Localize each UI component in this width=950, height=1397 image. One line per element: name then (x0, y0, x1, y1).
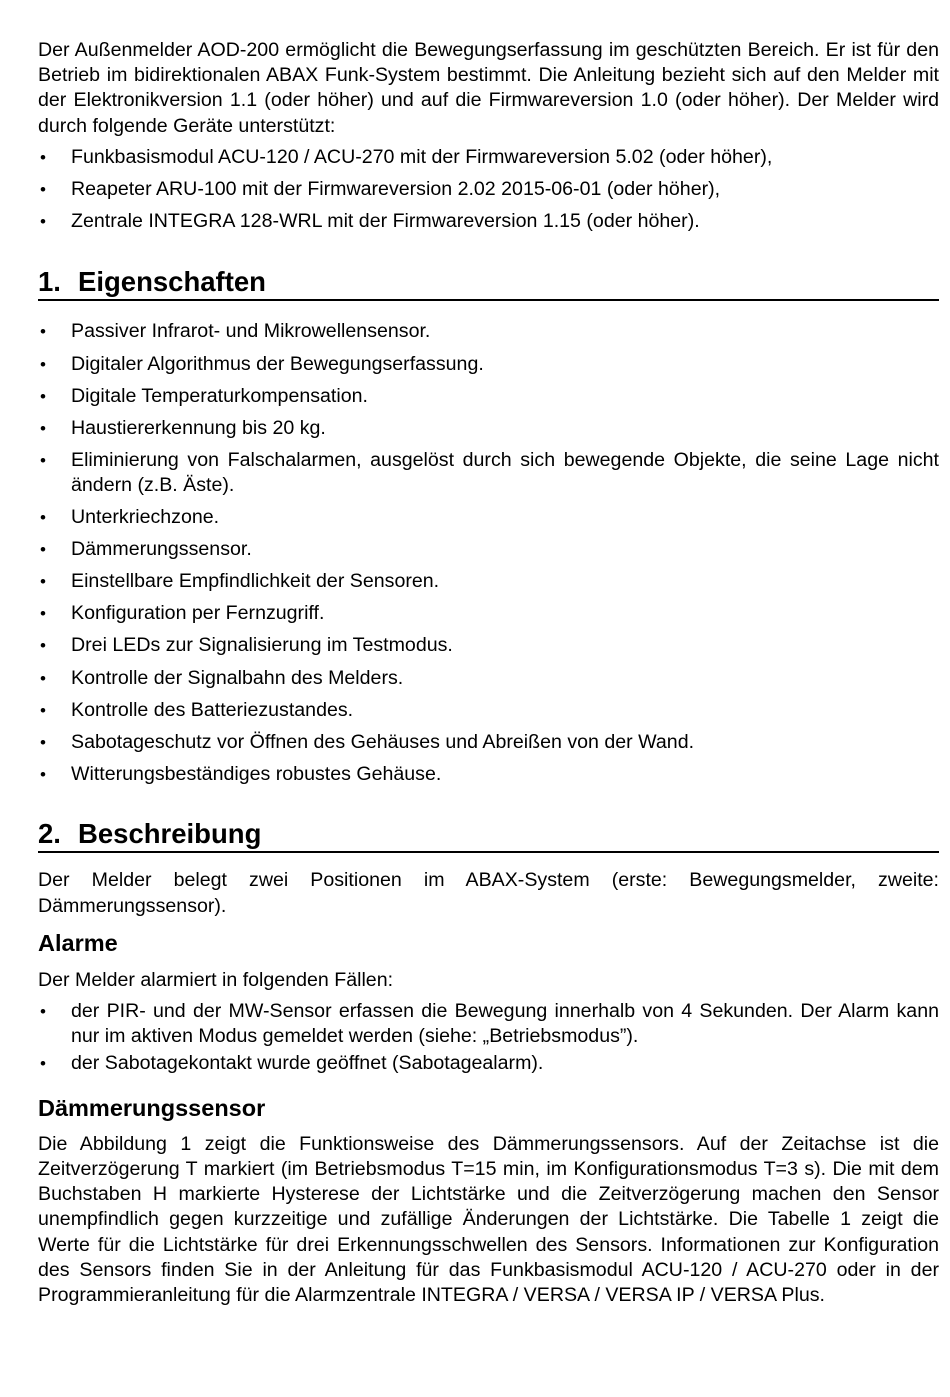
list-item: • Zentrale INTEGRA 128-WRL mit der Firmwareversion 1.15 (oder höher). (38, 209, 939, 234)
section-number: 1. (38, 266, 61, 298)
section-title: Beschreibung (78, 818, 262, 850)
bullet-icon: • (40, 451, 46, 471)
subheading-alarme: Alarme (38, 929, 118, 956)
section-number: 2. (38, 818, 61, 850)
bullet-icon: • (40, 700, 46, 720)
list-item: • Kontrolle der Signalbahn des Melders. (38, 666, 939, 691)
bullet-icon: • (40, 765, 46, 785)
alarme-paragraph: Der Melder alarmiert in folgenden Fällen: (38, 968, 394, 991)
supported-devices-list (38, 145, 939, 235)
list-item: • der PIR- und der MW-Sensor erfassen die Bewegung innerhalb von 4 Sekunden. Der Alarm kann nur im aktiven Modus gemeldet werden (siehe: „Betriebsmodus”). (40, 1000, 939, 1048)
features-list (38, 319, 939, 787)
document-page (38, 38, 939, 1308)
list-item: • Sabotageschutz vor Öffnen des Gehäuses und Abreißen von der Wand. (38, 730, 939, 755)
daemmerung-paragraph: Die Abbildung 1 zeigt die Funktionsweise des Dämmerungssensors. Auf der Zeitachse ist die Zeitverzögerung T markiert (im Betriebsmodus T=15 min, im Konfigurationsmodus T=3 s). Die mit dem Buchstaben H markierte Hysterese der Lichtstärke und die Zeitverzögerung machen den Sensor unempfindlich gegen kurzzeitige und zufällige Änderungen der Lichtstärke. Die Tabelle 1 zeigt die Werte für die Lichtstärke für drei Erkennungsschwellen des Sensors. Informationen zur Konfiguration des Sensors finden Sie in der Anleitung für das Funkbasismodul ACU-120 / ACU-270 oder in der Programmieranleitung für die Alarmzentrale INTEGRA / VERSA / VERSA IP / VERSA Plus. (38, 1132, 939, 1306)
bullet-icon: • (40, 354, 46, 374)
bullet-icon: • (40, 212, 46, 232)
list-item: • Kontrolle des Batteriezustandes. (38, 698, 939, 723)
list-item: • Unterkriechzone. (38, 505, 939, 530)
list-item: • Funkbasismodul ACU-120 / ACU-270 mit der Firmwareversion 5.02 (oder höher), (38, 145, 939, 170)
list-item: • der Sabotagekontakt wurde geöffnet (Sabotagealarm). (38, 1051, 939, 1076)
list-item: • Reapeter ARU-100 mit der Firmwareversion 2.02 2015-06-01 (oder höher), (38, 177, 939, 202)
bullet-icon: • (40, 668, 46, 688)
section-title: Eigenschaften (78, 266, 266, 298)
bullet-icon: • (40, 636, 46, 656)
list-item: • Einstellbare Empfindlichkeit der Sensoren. (38, 569, 939, 594)
bullet-icon: • (40, 419, 46, 439)
bullet-icon: • (40, 733, 46, 753)
list-item: • Passiver Infrarot- und Mikrowellensensor. (38, 319, 939, 344)
intro-paragraph: Der Außenmelder AOD-200 ermöglicht die Bewegungserfassung im geschützten Bereich. Er ist für den Betrieb im bidirektionalen ABAX Funk-System bestimmt. Die Anleitung bezieht sich auf den Melder mit der Elektronikversion 1.1 (oder höher) und auf die Firmwareversion 1.0 (oder höher). Der Melder wird durch folgende Geräte unterstützt: (38, 39, 939, 137)
description-paragraph: Der Melder belegt zwei Positionen im ABAX-System (erste: Bewegungsmelder, zweite: Dämmerungssensor). (38, 869, 939, 917)
subheading-daemmerungssensor: Dämmerungssensor (38, 1094, 266, 1121)
bullet-icon: • (40, 386, 46, 406)
bullet-icon: • (40, 572, 46, 592)
list-item: • Haustiererkennung bis 20 kg. (38, 416, 939, 441)
bullet-icon: • (40, 507, 46, 527)
list-item: • Drei LEDs zur Signalisierung im Testmodus. (38, 633, 939, 658)
list-item: • Konfiguration per Fernzugriff. (38, 601, 939, 626)
bullet-icon: • (40, 1054, 46, 1074)
bullet-icon: • (40, 539, 46, 559)
list-item: • Digitale Temperaturkompensation. (38, 384, 939, 409)
bullet-icon: • (40, 147, 46, 167)
list-item: • Digitaler Algorithmus der Bewegungserfassung. (38, 352, 939, 377)
list-item: • Eliminierung von Falschalarmen, ausgelöst durch sich bewegende Objekte, die seine Lage nicht ändern (z.B. Äste). (40, 449, 939, 497)
alarme-list (38, 999, 939, 1077)
bullet-icon: • (40, 1002, 46, 1022)
bullet-icon: • (40, 604, 46, 624)
bullet-icon: • (40, 180, 46, 200)
list-item: • Witterungsbeständiges robustes Gehäuse. (38, 762, 939, 787)
bullet-icon: • (40, 322, 46, 342)
section-heading-eigenschaften (38, 265, 939, 301)
list-item: • Dämmerungssensor. (38, 537, 939, 562)
section-heading-beschreibung (38, 817, 939, 853)
